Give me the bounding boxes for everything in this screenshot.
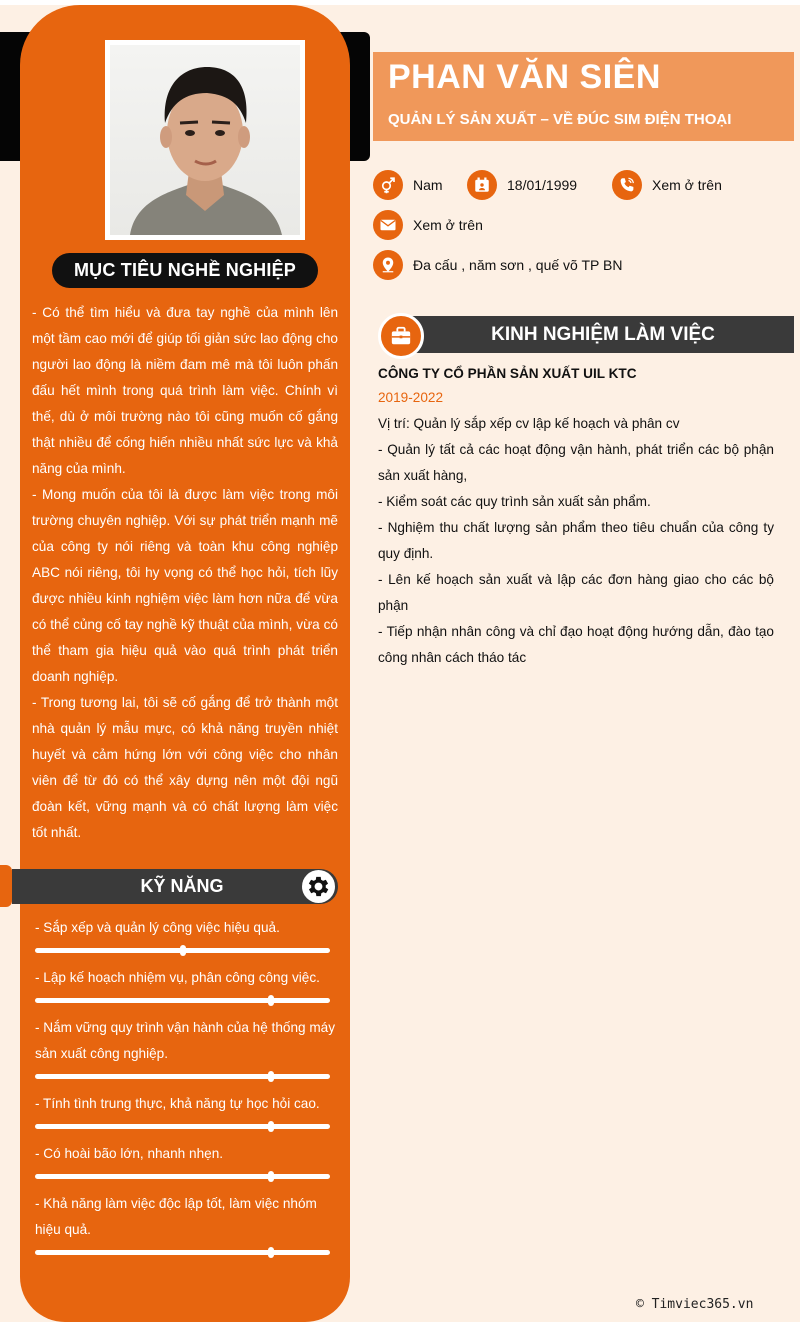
skill-level-bar bbox=[35, 1124, 330, 1129]
skills-icon-badge bbox=[302, 870, 335, 903]
footer-copyright[interactable]: © Timviec365.vn bbox=[636, 1297, 754, 1312]
objective-paragraph: - Mong muốn của tôi là được làm việc trong môi trường chuyên nghiệp. Với sự phát triển mạnh mẽ của công ty nói riêng và toàn khu công nghiệp ABC nói riêng, tôi hy vọng có thể học hỏi, tích lũy được nhiều kinh nghiệm việc làm hơn nữa để vừa có thể củng cố tay nghề kỹ thuật của mình, vừa có thể tham gia hiệu quả vào quá trình phát triển doanh nghiệp. bbox=[32, 487, 338, 684]
skill-level-bar bbox=[35, 1174, 330, 1179]
person-portrait-icon bbox=[110, 45, 300, 235]
gender-icon bbox=[373, 170, 403, 200]
skills-title: KỸ NĂNG bbox=[140, 876, 224, 896]
skill-level-knob bbox=[268, 1121, 274, 1132]
skill-label: - Khả năng làm việc độc lập tốt, làm việc nhóm hiệu quả. bbox=[35, 1196, 317, 1237]
skill-item bbox=[35, 915, 340, 953]
briefcase-icon bbox=[378, 313, 424, 359]
experience-line: - Kiểm soát các quy trình sản xuất sản phẩm. bbox=[378, 494, 651, 509]
experience-line: - Quản lý tất cả các hoạt động vận hành, phát triển các bộ phận sản xuất hàng, bbox=[378, 442, 774, 483]
skill-level-bar bbox=[35, 1250, 330, 1255]
location-pin-icon bbox=[373, 250, 403, 280]
skills-list bbox=[35, 915, 340, 1267]
skill-item bbox=[35, 1091, 340, 1129]
skill-item bbox=[35, 965, 340, 1003]
objective-paragraph: - Có thể tìm hiểu và đưa tay nghề của mình lên một tầm cao mới để giúp tối giản sức lao động cho người lao động là niềm đam mê mà tôi luôn phấn đấu hết mình trong quá trình làm việc. Chính vì thế, dù ở môi trường nào tôi cũng muốn cố gắng thật nhiều để cống hiến nhiều nhất sức lực và khả năng của mình. bbox=[32, 305, 338, 476]
employment-period: 2019-2022 bbox=[378, 390, 444, 405]
objective-text bbox=[32, 300, 338, 846]
skill-level-knob bbox=[268, 1247, 274, 1258]
birthdate-value: 18/01/1999 bbox=[507, 177, 578, 193]
experience-line: Vị trí: Quản lý sắp xếp cv lập kế hoạch và phân cv bbox=[378, 416, 680, 431]
calendar-icon bbox=[467, 170, 497, 200]
objective-paragraph: - Trong tương lai, tôi sẽ cố gắng để trở thành một nhà quản lý mẫu mực, có khả năng truyền nhiệt huyết và cảm hứng lớn với công việc cho nhân viên để từ đó có thể xây dựng nên một đội ngũ đoàn kết, vững mạnh và có chất lượng làm việc tốt nhất. bbox=[32, 695, 338, 840]
job-title: QUẢN LÝ SẢN XUẤT – VỀ ĐÚC SIM ĐIỆN THOẠI bbox=[388, 111, 732, 128]
skill-label: - Lập kế hoạch nhiệm vụ, phân công công việc. bbox=[35, 970, 320, 985]
skills-accent-tab bbox=[0, 865, 12, 907]
gear-icon bbox=[305, 873, 332, 900]
skill-level-knob bbox=[268, 1171, 274, 1182]
skill-level-knob bbox=[180, 945, 186, 956]
address-value: Đa cấu , năm sơn , quế võ TP BN bbox=[413, 257, 623, 273]
candidate-name: PHAN VĂN SIÊN bbox=[388, 58, 661, 96]
skill-item bbox=[35, 1141, 340, 1179]
phone-icon bbox=[612, 170, 642, 200]
objective-title: MỤC TIÊU NGHỀ NGHIỆP bbox=[52, 253, 318, 288]
experience-title: KINH NGHIỆM LÀM VIỆC bbox=[491, 324, 715, 345]
skill-level-knob bbox=[268, 995, 274, 1006]
skill-label: - Sắp xếp và quản lý công việc hiệu quả. bbox=[35, 920, 280, 935]
skill-label: - Nắm vững quy trình vận hành của hệ thống máy sản xuất công nghiệp. bbox=[35, 1020, 336, 1061]
profile-photo-frame bbox=[105, 40, 305, 240]
skill-level-bar bbox=[35, 998, 330, 1003]
email-value: Xem ở trên bbox=[413, 217, 483, 233]
skill-level-knob bbox=[268, 1071, 274, 1082]
gender-value: Nam bbox=[413, 177, 443, 193]
experience-line: - Tiếp nhận nhân công và chỉ đạo hoạt động hướng dẫn, đào tạo công nhân cách tháo tác bbox=[378, 624, 774, 665]
experience-details bbox=[378, 411, 774, 671]
skill-item bbox=[35, 1015, 340, 1079]
phone-value: Xem ở trên bbox=[652, 177, 722, 193]
skill-item bbox=[35, 1191, 340, 1255]
skill-label: - Tính tình trung thực, khả năng tự học hỏi cao. bbox=[35, 1096, 320, 1111]
mail-icon bbox=[373, 210, 403, 240]
skill-label: - Có hoài bão lớn, nhanh nhẹn. bbox=[35, 1146, 224, 1161]
skill-level-bar bbox=[35, 948, 330, 953]
company-name: CÔNG TY CỔ PHẦN SẢN XUẤT UIL KTC bbox=[378, 366, 637, 381]
skill-level-bar bbox=[35, 1074, 330, 1079]
profile-photo bbox=[110, 45, 300, 235]
experience-line: - Nghiệm thu chất lượng sản phẩm theo tiêu chuẩn của công ty quy định. bbox=[378, 520, 774, 561]
experience-line: - Lên kế hoạch sản xuất và lập các đơn hàng giao cho các bộ phận bbox=[378, 572, 774, 613]
